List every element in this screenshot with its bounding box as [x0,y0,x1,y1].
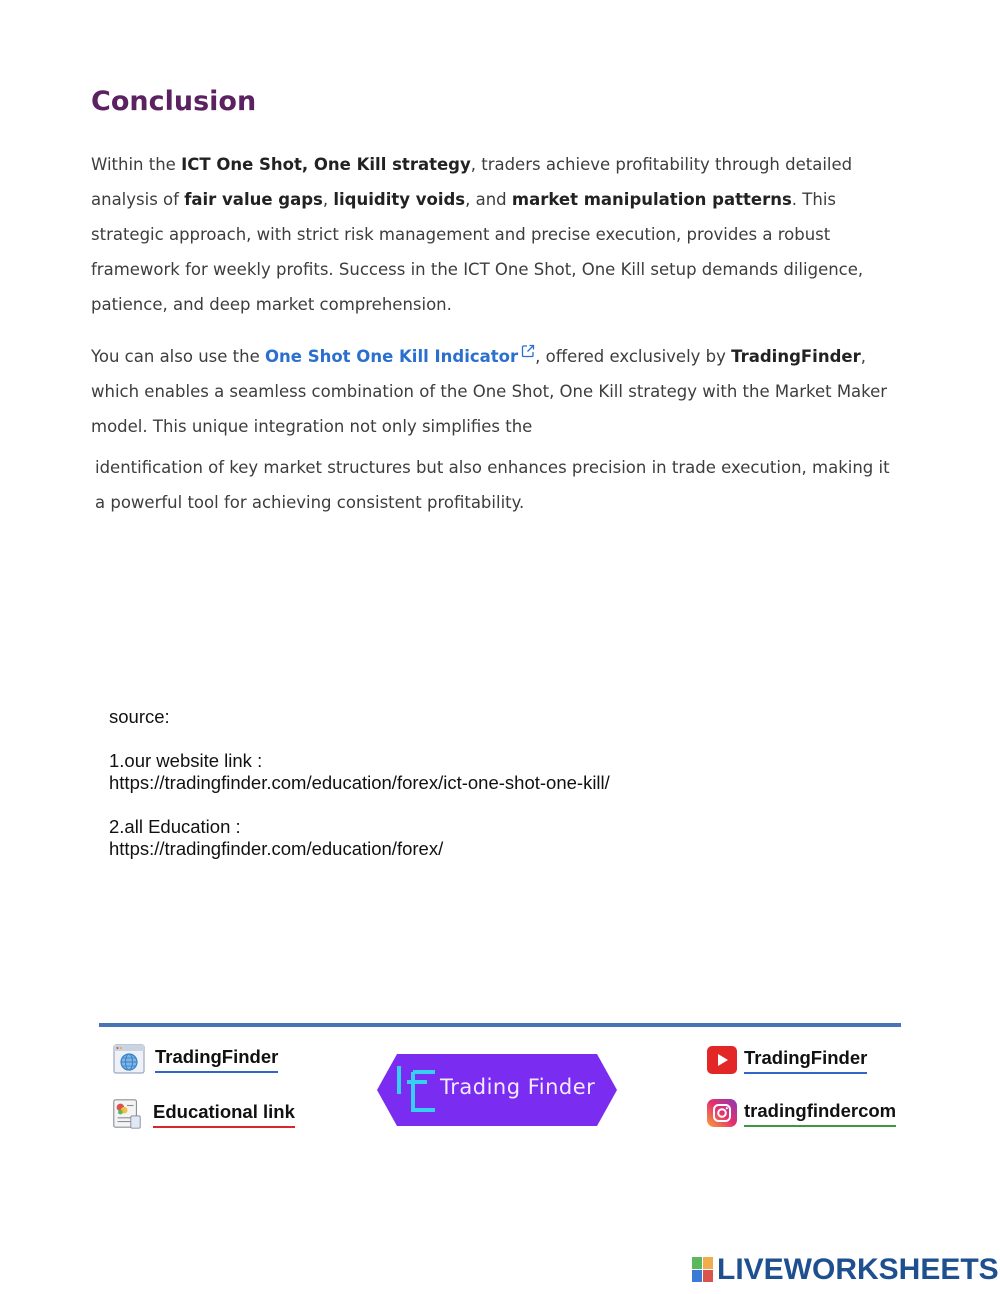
liveworksheets-text: LIVEWORKSHEETS [717,1253,999,1286]
instagram-icon [706,1096,738,1130]
p1-bold-manipulation: market manipulation patterns [511,190,792,209]
source-item-1 [109,750,610,794]
footer-educational-link[interactable] [110,1097,295,1131]
footer-educational-label: Educational link [153,1101,295,1128]
source-item-1-url[interactable]: https://tradingfinder.com/education/forex/ict-one-shot-one-kill/ [109,772,610,793]
source-section [109,706,610,882]
p1-bold-strategy: ICT One Shot, One Kill strategy [181,155,471,174]
youtube-icon [706,1043,738,1077]
footer-instagram-label: tradingfindercom [744,1100,896,1127]
footer-youtube-link[interactable] [706,1043,867,1077]
p1-text-1: Within the [91,155,182,174]
footer-youtube-label: TradingFinder [744,1047,867,1074]
source-item-2-label: 2.all Education : [109,816,241,837]
p1-text-3: , [322,190,334,209]
footer-divider [99,1023,901,1027]
liveworksheets-mark-icon [692,1257,714,1283]
source-item-2-url[interactable]: https://tradingfinder.com/education/forex/ [109,838,444,859]
footer-website-link[interactable] [112,1042,278,1076]
indicator-link-label: One Shot One Kill Indicator [264,347,519,366]
p1-text-2: , traders achieve profitability through detailed analysis of [91,155,853,209]
page-title: Conclusion [91,86,257,117]
website-globe-icon [112,1042,146,1076]
p2-text-2: , offered exclusively by [535,347,732,366]
p1-bold-liquidity: liquidity voids [333,190,466,209]
external-link-icon [521,344,535,358]
source-item-1-label: 1.our website link : [109,750,263,771]
p1-text-4: , and [465,190,512,209]
p2-text-3: , which enables a seamless combination of the One Shot, One Kill strategy with the Market Maker model. This unique integration not only simplifies the [91,347,888,436]
p1-text-5: . This strategic approach, with strict risk management and precise execution, provides a robust framework for weekly profits. Success in the ICT One Shot, One Kill setup demands diligence, patience, and deep market comprehension. [91,190,864,314]
liveworksheets-logo[interactable] [692,1253,999,1287]
footer-instagram-link[interactable] [706,1096,896,1130]
indicator-link[interactable] [265,347,535,366]
p1-bold-fvg: fair value gaps [184,190,323,209]
p2-bold-brand: TradingFinder [731,347,861,366]
indicator-paragraph [91,339,891,444]
logo-text: Trading Finder [440,1075,596,1099]
document-icon [110,1097,144,1131]
source-item-2 [109,816,610,860]
p2-text-1: You can also use the [91,347,265,366]
continuation-paragraph: identification of key market structures but also enhances precision in trade execution, making it a powerful tool for achieving consistent profitability. [95,458,890,512]
source-label: source: [109,706,170,727]
footer-website-label: TradingFinder [155,1046,278,1073]
trading-finder-logo[interactable] [377,1054,617,1126]
conclusion-paragraph [91,147,891,322]
